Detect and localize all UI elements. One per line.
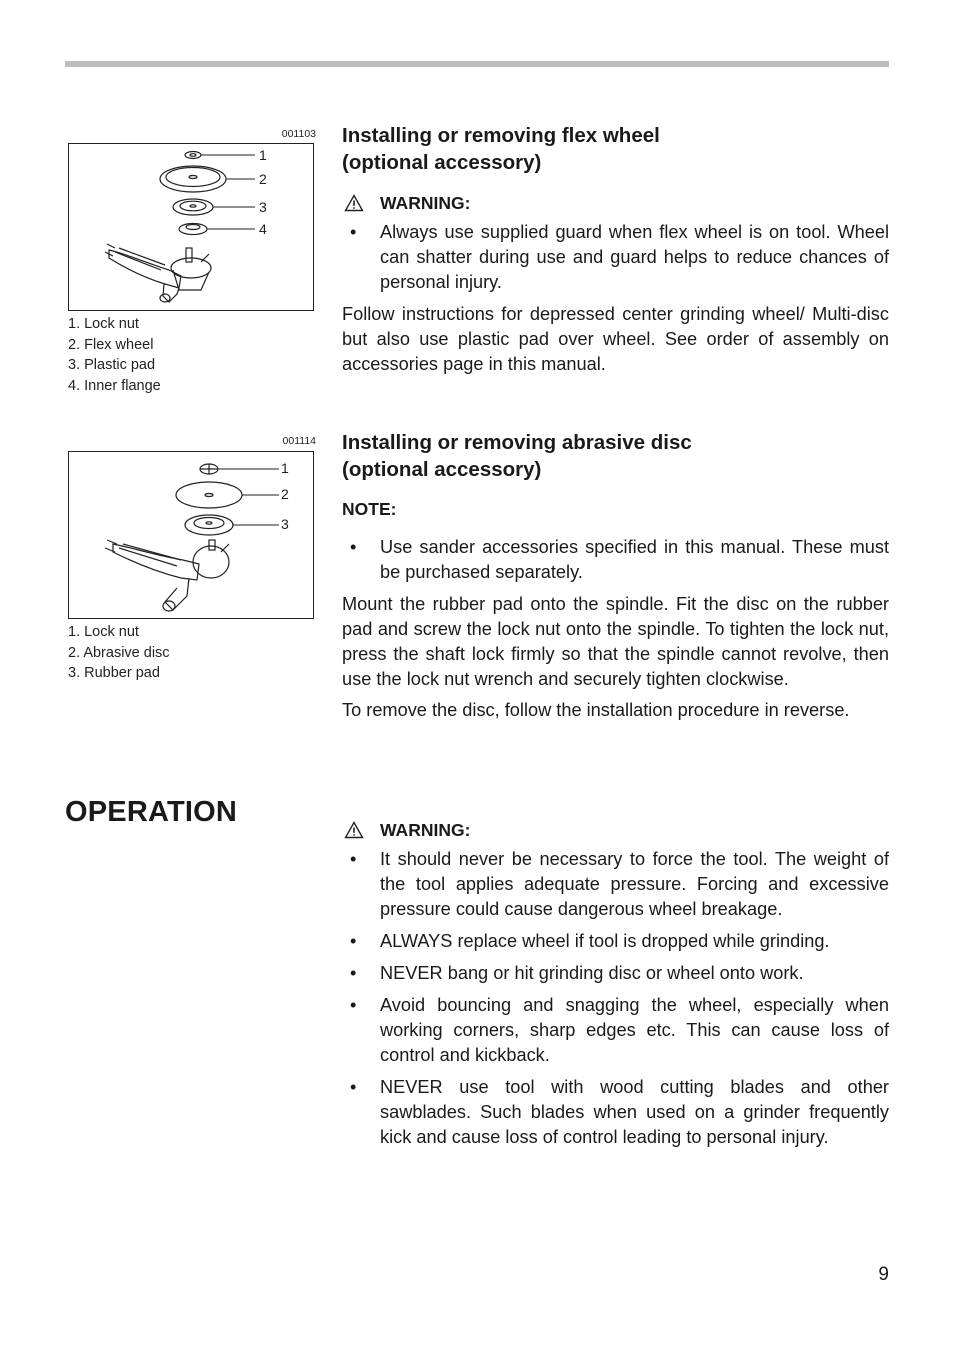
grinder-flex-wheel-illustration bbox=[69, 144, 315, 312]
warning-heading bbox=[342, 192, 889, 214]
callout-2: 2 bbox=[259, 171, 267, 187]
paragraph: Mount the rubber pad onto the spindle. Fit the disc on the rubber pad and screw the lock nut onto the spindle. To tighten the lock nut, press the shaft lock firmly so that the spindle cannot revolve, then use the lock nut wrench and securely tighten clockwise. bbox=[342, 594, 889, 689]
callout-3: 3 bbox=[259, 199, 267, 215]
warning-list bbox=[342, 847, 889, 1150]
operation-title: OPERATION bbox=[65, 796, 238, 828]
section-title bbox=[342, 122, 889, 176]
list-item bbox=[342, 535, 889, 585]
grinder-abrasive-disc-illustration bbox=[69, 452, 315, 620]
bullet: • bbox=[350, 849, 357, 869]
legend-item: 3. Rubber pad bbox=[68, 665, 160, 682]
paragraph: To remove the disc, follow the installation procedure in reverse. bbox=[342, 700, 850, 720]
list-item bbox=[342, 1075, 889, 1150]
figure-legend bbox=[68, 314, 161, 397]
legend-item: 4. Inner flange bbox=[68, 378, 161, 395]
legend-item: 2. Flex wheel bbox=[68, 336, 154, 353]
figure-flex-wheel-assembly bbox=[68, 143, 314, 311]
bullet-text: Always use supplied guard when flex wheel is on tool. Wheel can shatter during use and guard helps to reduce chances of personal injury. bbox=[380, 222, 889, 292]
bullet-text: NEVER bang or hit grinding disc or wheel onto work. bbox=[380, 963, 804, 983]
bullet-text: Avoid bouncing and snagging the wheel, especially when working corners, sharp edges etc. This can cause loss of control and kickback. bbox=[380, 995, 889, 1065]
section-abrasive-disc bbox=[342, 429, 889, 723]
warning-label: WARNING: bbox=[380, 193, 471, 213]
bullet: • bbox=[350, 1077, 357, 1097]
warning-label: WARNING: bbox=[380, 820, 471, 840]
section-title-line: Installing or removing flex wheel bbox=[342, 124, 660, 147]
note-list bbox=[342, 535, 889, 585]
legend-item: 2. Abrasive disc bbox=[68, 644, 170, 661]
warning-triangle-icon bbox=[344, 821, 364, 839]
section-title-line: (optional accessory) bbox=[342, 151, 542, 174]
bullet: • bbox=[350, 963, 357, 983]
list-item bbox=[342, 847, 889, 922]
bullet-text: It should never be necessary to force the tool. The weight of the tool applies adequate pressure. Forcing and excessive pressure could cause dangerous wheel breakage. bbox=[380, 849, 889, 919]
list-item bbox=[342, 993, 889, 1068]
callout-3: 3 bbox=[281, 516, 289, 532]
warning-heading bbox=[342, 819, 889, 841]
bullet: • bbox=[350, 995, 357, 1015]
bullet-text: NEVER use tool with wood cutting blades and other sawblades. Such blades when used on a grinder frequently kick and cause loss of control leading to personal injury. bbox=[380, 1077, 889, 1147]
bullet-text: ALWAYS replace wheel if tool is dropped while grinding. bbox=[380, 931, 830, 951]
note-heading: NOTE: bbox=[342, 499, 397, 519]
callout-4: 4 bbox=[259, 221, 267, 237]
callout-1: 1 bbox=[259, 147, 267, 163]
figure-code: 001103 bbox=[281, 128, 316, 140]
bullet: • bbox=[350, 931, 357, 951]
bullet-text: Use sander accessories specified in this manual. These must be purchased separately. bbox=[380, 537, 889, 582]
legend-item: 3. Plastic pad bbox=[68, 357, 156, 374]
section-flex-wheel bbox=[342, 122, 889, 377]
section-title-line: (optional accessory) bbox=[342, 458, 542, 481]
warning-list bbox=[342, 220, 889, 295]
header-rule bbox=[65, 61, 889, 67]
callout-2: 2 bbox=[281, 486, 289, 502]
section-operation bbox=[342, 819, 889, 1150]
list-item bbox=[342, 961, 889, 986]
section-title bbox=[342, 429, 889, 483]
callout-1: 1 bbox=[281, 460, 289, 476]
legend-item: 1. Lock nut bbox=[68, 624, 139, 640]
page-number: 9 bbox=[878, 1264, 889, 1285]
figure-legend bbox=[68, 622, 170, 684]
list-item bbox=[342, 220, 889, 295]
bullet: • bbox=[350, 222, 357, 242]
bullet: • bbox=[350, 537, 357, 557]
legend-item: 1. Lock nut bbox=[68, 316, 139, 332]
list-item bbox=[342, 929, 889, 954]
section-title-line: Installing or removing abrasive disc bbox=[342, 431, 692, 454]
paragraph: Follow instructions for depressed center grinding wheel/ Multi-disc but also use plastic pad over wheel. See order of assembly on accessories page in this manual. bbox=[342, 304, 889, 374]
figure-code: 001114 bbox=[282, 435, 316, 447]
warning-triangle-icon bbox=[344, 194, 364, 212]
figure-abrasive-disc-assembly bbox=[68, 451, 314, 619]
